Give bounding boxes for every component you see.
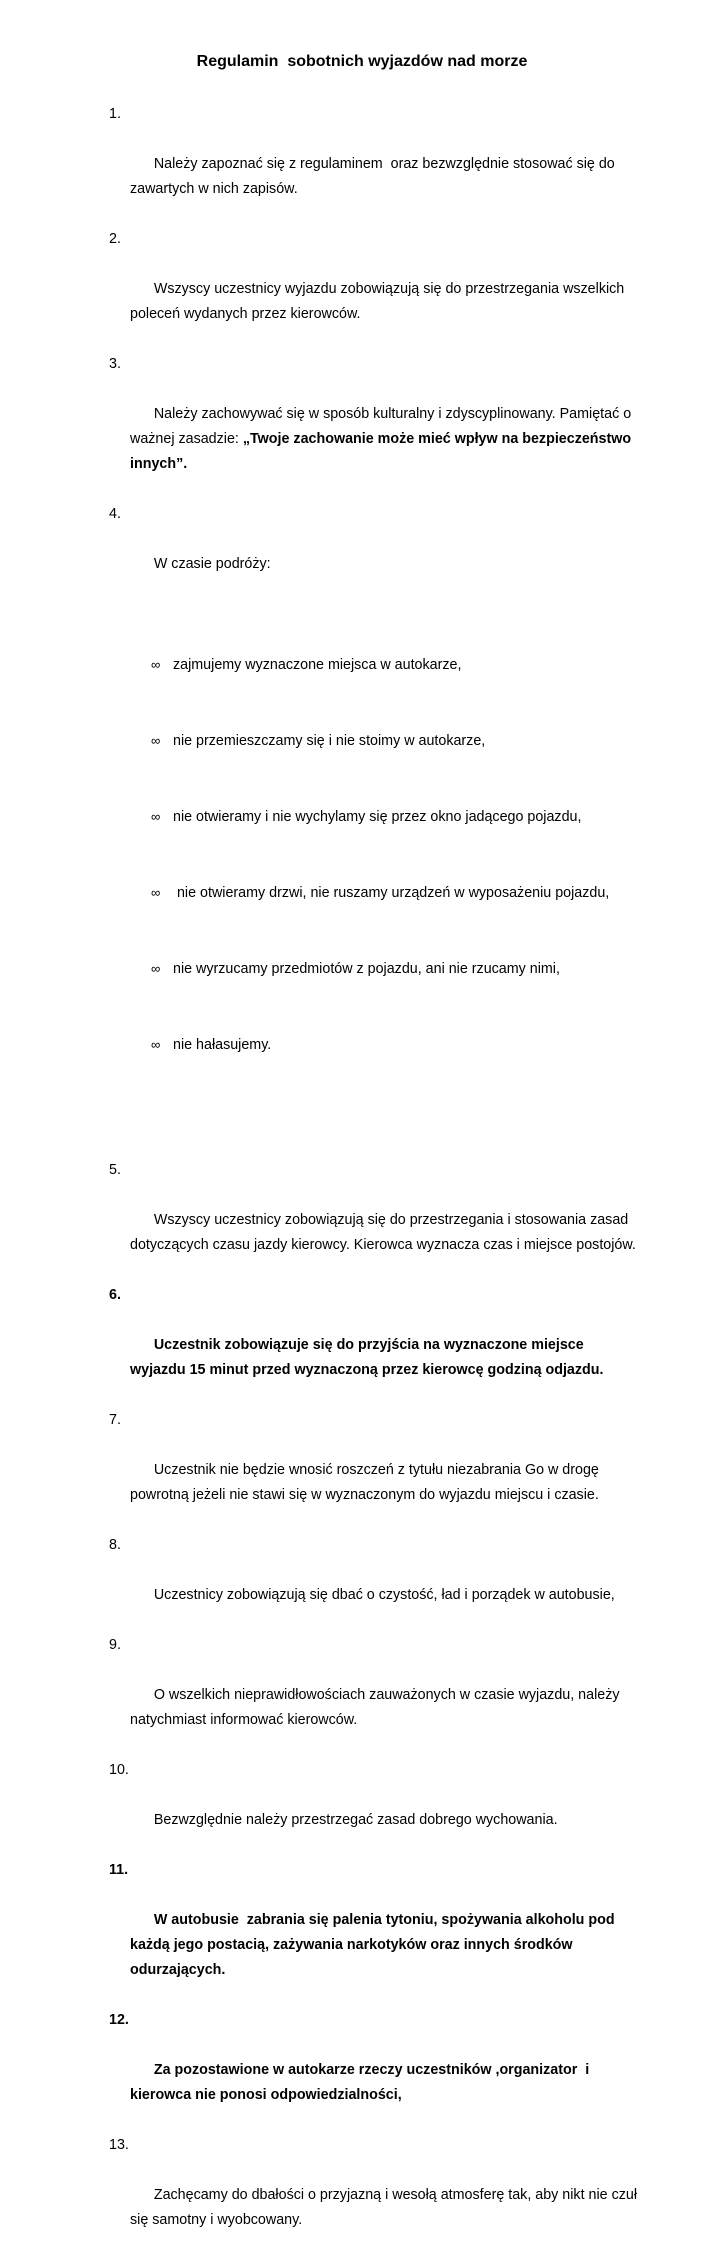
rule-item bbox=[0, 1633, 640, 1758]
rule-bold-text: „Twoje zachowanie może mieć wpływ na bezpieczeństwo innych”. bbox=[130, 431, 636, 472]
rule-text: W czasie podróży: bbox=[153, 556, 271, 572]
sub-item bbox=[130, 880, 640, 906]
rule-item bbox=[0, 1408, 640, 1533]
rule-text: O wszelkich nieprawidłowościach zauważonych w czasie wyjazdu, należy natychmiast informować kierowców. bbox=[130, 1687, 624, 1728]
sub-list bbox=[130, 602, 640, 1108]
rule-text: Należy zachowywać się w sposób kulturalny i zdyscyplinowany. Pamiętać o ważnej zasadzie: bbox=[130, 406, 636, 447]
rule-number: 1. bbox=[109, 106, 121, 122]
sub-item bbox=[130, 728, 640, 754]
rule-number: 12. bbox=[109, 2012, 129, 2028]
rule-text: Bezwzględnie należy przestrzegać zasad dobrego wychowania. bbox=[153, 1812, 558, 1828]
rule-item bbox=[0, 2133, 640, 2258]
rule-text: Zachęcamy do dbałości o przyjazną i wesołą atmosferę tak, aby nikt nie czuł się samotny i wyobcowany. bbox=[130, 2187, 641, 2228]
rule-item bbox=[0, 1533, 640, 1633]
rule-number: 8. bbox=[109, 1537, 121, 1553]
rule-number: 7. bbox=[109, 1412, 121, 1428]
rule-item bbox=[0, 227, 640, 352]
sub-item bbox=[130, 804, 640, 830]
sub-item bbox=[130, 652, 640, 678]
rule-text: Wszyscy uczestnicy wyjazdu zobowiązują się do przestrzegania wszelkich poleceń wydanych przez kierowców. bbox=[130, 281, 629, 322]
sub-item bbox=[130, 956, 640, 982]
sub-item-text: nie hałasujemy. bbox=[173, 1037, 272, 1053]
sub-item-text: nie otwieramy i nie wychylamy się przez okno jadącego pojazdu, bbox=[173, 809, 582, 825]
rule-text: Uczestnicy zobowiązują się dbać o czystość, ład i porządek w autobusie, bbox=[153, 1587, 615, 1603]
rule-item bbox=[0, 1858, 640, 2008]
rule-item bbox=[0, 502, 640, 1158]
rule-number: 3. bbox=[109, 356, 121, 372]
infinity-bullet-icon: ∞ bbox=[151, 961, 161, 976]
rule-item bbox=[0, 2008, 640, 2133]
infinity-bullet-icon: ∞ bbox=[151, 885, 161, 900]
rules-list bbox=[0, 102, 724, 2258]
rule-number: 6. bbox=[109, 1287, 121, 1303]
rule-item bbox=[0, 102, 640, 227]
rule-text: Uczestnik nie będzie wnosić roszczeń z tytułu niezabrania Go w drogę powrotną jeżeli nie stawi się w wyznaczonym do wyjazdu miejscu i czasie. bbox=[130, 1462, 603, 1503]
rule-number: 9. bbox=[109, 1637, 121, 1653]
rule-item bbox=[0, 1158, 640, 1283]
sub-item-text: nie wyrzucamy przedmiotów z pojazdu, ani nie rzucamy nimi, bbox=[173, 961, 560, 977]
rule-text: Należy zapoznać się z regulaminem oraz bezwzględnie stosować się do zawartych w nich zapisów. bbox=[130, 156, 619, 197]
rule-text: W autobusie zabrania się palenia tytoniu, spożywania alkoholu pod każdą jego postacią, zażywania narkotyków oraz innych środków odurzających. bbox=[130, 1912, 619, 1978]
rule-number: 4. bbox=[109, 506, 121, 522]
infinity-bullet-icon: ∞ bbox=[151, 809, 161, 824]
rule-number: 5. bbox=[109, 1162, 121, 1178]
rule-text: Wszyscy uczestnicy zobowiązują się do przestrzegania i stosowania zasad dotyczących czasu jazdy kierowcy. Kierowca wyznacza czas i miejsce postojów. bbox=[130, 1212, 636, 1253]
rule-number: 2. bbox=[109, 231, 121, 247]
rule-number: 11. bbox=[109, 1862, 129, 1878]
rule-item bbox=[0, 1283, 640, 1408]
infinity-bullet-icon: ∞ bbox=[151, 1037, 161, 1052]
rule-text: Uczestnik zobowiązuje się do przyjścia na wyznaczone miejsce wyjazdu 15 minut przed wyznaczoną przez kierowcę godziną odjazdu. bbox=[130, 1337, 604, 1378]
infinity-bullet-icon: ∞ bbox=[151, 657, 161, 672]
infinity-bullet-icon: ∞ bbox=[151, 733, 161, 748]
sub-item-text: nie otwieramy drzwi, nie ruszamy urządzeń w wyposażeniu pojazdu, bbox=[173, 885, 610, 901]
document-title: Regulamin sobotnich wyjazdów nad morze bbox=[196, 53, 528, 70]
rule-item bbox=[0, 352, 640, 502]
rule-number: 10. bbox=[109, 1762, 129, 1778]
sub-item bbox=[130, 1032, 640, 1058]
rule-text: Za pozostawione w autokarze rzeczy uczestników ,organizator i kierowca nie ponosi odpowiedzialności, bbox=[130, 2062, 594, 2103]
rule-item bbox=[0, 1758, 640, 1858]
sub-item-text: zajmujemy wyznaczone miejsca w autokarze, bbox=[173, 657, 462, 673]
rule-number: 13. bbox=[109, 2137, 129, 2153]
sub-item-text: nie przemieszczamy się i nie stoimy w autokarze, bbox=[173, 733, 486, 749]
